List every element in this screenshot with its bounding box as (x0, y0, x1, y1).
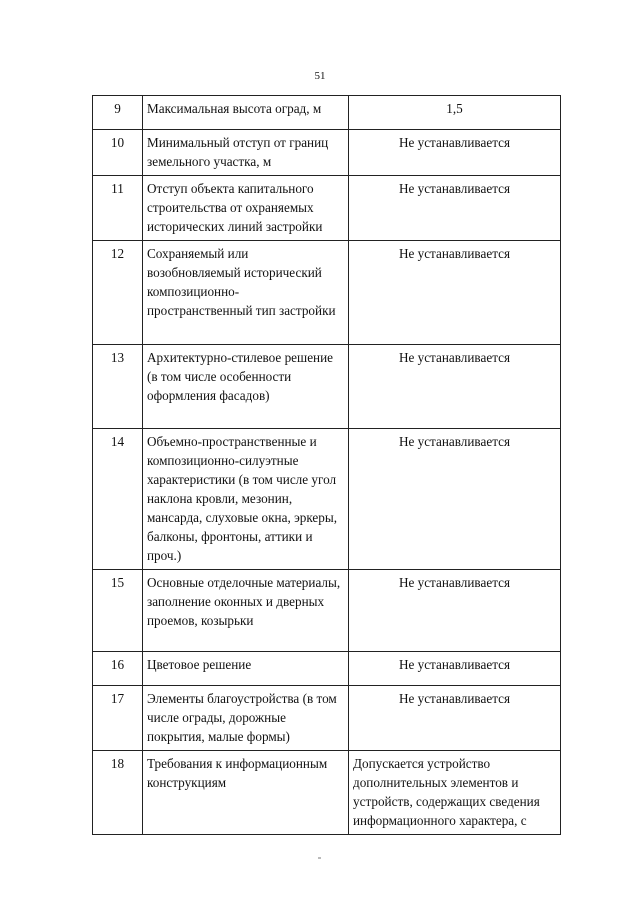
parameter-value: Не устанавливается (349, 130, 561, 176)
parameter-name: Сохраняемый или возобновляемый исторический композиционно-пространственный тип застройки (143, 241, 349, 345)
parameter-name: Требования к информационным конструкциям (143, 751, 349, 835)
table-row (93, 345, 561, 429)
parameter-name: Основные отделочные материалы, заполнение оконных и дверных проемов, козырьки (143, 570, 349, 652)
table-row (93, 652, 561, 686)
parameter-name: Объемно-пространственные и композиционно-силуэтные характеристики (в том числе угол наклона кровли, мезонин, мансарда, слуховые окна, эркеры, балконы, фронтоны, аттики и проч.) (143, 429, 349, 570)
regulations-table (92, 95, 561, 835)
parameter-name: Элементы благоустройства (в том числе ограды, дорожные покрытия, малые формы) (143, 686, 349, 751)
row-number: 11 (93, 176, 143, 241)
page-number: 51 (314, 70, 326, 82)
table-row (93, 241, 561, 345)
parameter-name: Цветовое решение (143, 652, 349, 686)
parameter-name: Отступ объекта капитального строительства от охраняемых исторических линий застройки (143, 176, 349, 241)
parameter-value: Не устанавливается (349, 429, 561, 570)
row-number: 16 (93, 652, 143, 686)
parameter-value: Не устанавливается (349, 570, 561, 652)
parameter-name: Максимальная высота оград, м (143, 96, 349, 130)
row-number: 14 (93, 429, 143, 570)
row-number: 17 (93, 686, 143, 751)
row-number: 9 (93, 96, 143, 130)
scan-mark (318, 857, 321, 859)
parameter-name: Архитектурно-стилевое решение (в том числе особенности оформления фасадов) (143, 345, 349, 429)
table-row (93, 429, 561, 570)
table-row (93, 686, 561, 751)
table-row (93, 751, 561, 835)
row-number: 10 (93, 130, 143, 176)
row-number: 18 (93, 751, 143, 835)
parameter-value: Не устанавливается (349, 652, 561, 686)
parameter-value: Не устанавливается (349, 345, 561, 429)
table-row (93, 130, 561, 176)
table-row (93, 176, 561, 241)
parameter-value: Не устанавливается (349, 176, 561, 241)
parameter-value: Не устанавливается (349, 241, 561, 345)
row-number: 13 (93, 345, 143, 429)
parameter-value: Не устанавливается (349, 686, 561, 751)
parameter-value: 1,5 (349, 96, 561, 130)
row-number: 15 (93, 570, 143, 652)
row-number: 12 (93, 241, 143, 345)
parameter-value: Допускается устройство дополнительных элементов и устройств, содержащих сведения информационного характера, с (349, 751, 561, 835)
table-row (93, 96, 561, 130)
parameter-name: Минимальный отступ от границ земельного участка, м (143, 130, 349, 176)
table-row (93, 570, 561, 652)
